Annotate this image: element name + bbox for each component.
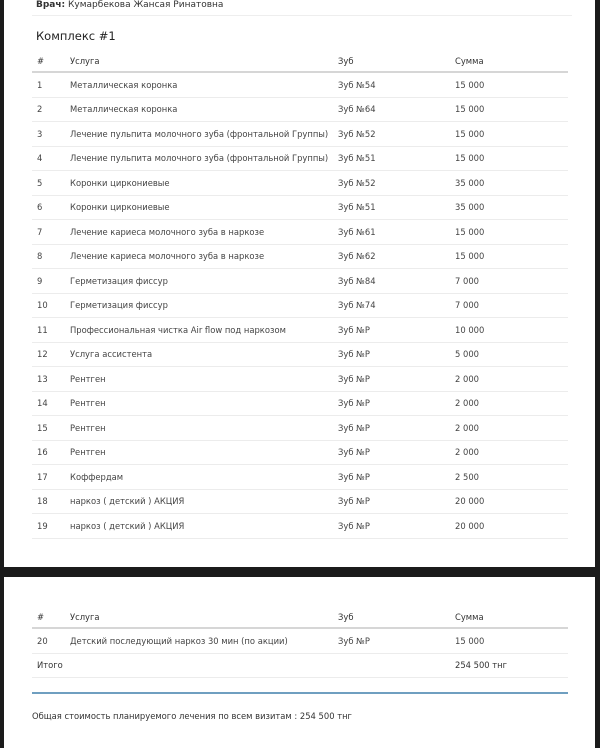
row-service: Детский последующий наркоз 30 мин (по акции) (65, 628, 333, 653)
doctor-label: Врач: (36, 0, 66, 10)
row-sum: 7 000 (450, 269, 568, 294)
row-tooth: Зуб №74 (333, 293, 450, 318)
row-sum: 35 000 (450, 171, 568, 196)
row-num: 10 (32, 293, 65, 318)
table-row (32, 146, 568, 171)
row-tooth: Зуб №Р (333, 465, 450, 490)
services-table-continued (32, 607, 568, 678)
header-service: Услуга (65, 607, 333, 628)
table-row (32, 171, 568, 196)
row-sum: 35 000 (450, 195, 568, 220)
row-num: 5 (32, 171, 65, 196)
table-row (32, 628, 568, 653)
header-tooth: Зуб (333, 51, 450, 72)
complex-title: Комплекс #1 (36, 29, 116, 43)
row-service: Лечение пульпита молочного зуба (фронтальной Группы) (65, 146, 333, 171)
row-sum: 15 000 (450, 146, 568, 171)
row-sum: 15 000 (450, 97, 568, 122)
row-service: Герметизация фиссур (65, 293, 333, 318)
row-sum: 20 000 (450, 514, 568, 539)
row-service: Металлическая коронка (65, 72, 333, 97)
row-num: 4 (32, 146, 65, 171)
total-row (32, 653, 568, 678)
row-num: 2 (32, 97, 65, 122)
row-sum: 2 000 (450, 367, 568, 392)
row-num: 6 (32, 195, 65, 220)
row-sum: 15 000 (450, 72, 568, 97)
row-tooth: Зуб №52 (333, 171, 450, 196)
row-sum: 2 500 (450, 465, 568, 490)
row-tooth: Зуб №Р (333, 342, 450, 367)
row-tooth: Зуб №52 (333, 122, 450, 147)
table-row (32, 318, 568, 343)
row-service: Услуга ассистента (65, 342, 333, 367)
row-service: Рентген (65, 391, 333, 416)
table-row (32, 342, 568, 367)
row-sum: 5 000 (450, 342, 568, 367)
row-tooth: Зуб №51 (333, 195, 450, 220)
row-sum: 10 000 (450, 318, 568, 343)
accent-divider (32, 692, 568, 694)
header-sum: Сумма (450, 607, 568, 628)
row-sum: 2 000 (450, 391, 568, 416)
header-service: Услуга (65, 51, 333, 72)
table-row (32, 72, 568, 97)
row-service: наркоз ( детский ) АКЦИЯ (65, 514, 333, 539)
header-sum: Сумма (450, 51, 568, 72)
row-service: Лечение кариеса молочного зуба в наркозе (65, 244, 333, 269)
row-tooth: Зуб №Р (333, 416, 450, 441)
doctor-name: Кумарбекова Жансая Ринатовна (68, 0, 224, 10)
grand-total-text: Общая стоимость планируемого лечения по всем визитам : 254 500 тнг (32, 711, 352, 721)
row-num: 11 (32, 318, 65, 343)
row-num: 14 (32, 391, 65, 416)
row-num: 8 (32, 244, 65, 269)
row-num: 9 (32, 269, 65, 294)
row-tooth: Зуб №Р (333, 628, 450, 653)
row-tooth: Зуб №Р (333, 391, 450, 416)
header-num: # (32, 51, 65, 72)
table-row (32, 97, 568, 122)
row-tooth: Зуб №54 (333, 72, 450, 97)
row-num: 7 (32, 220, 65, 245)
table-header-row (32, 607, 568, 628)
table-row (32, 220, 568, 245)
table-row (32, 293, 568, 318)
row-service: Коффердам (65, 465, 333, 490)
row-sum: 2 000 (450, 440, 568, 465)
row-tooth: Зуб №Р (333, 367, 450, 392)
table-row (32, 391, 568, 416)
row-num: 12 (32, 342, 65, 367)
row-num: 15 (32, 416, 65, 441)
table-row (32, 489, 568, 514)
row-sum: 20 000 (450, 489, 568, 514)
row-service: Лечение кариеса молочного зуба в наркозе (65, 220, 333, 245)
row-num: 3 (32, 122, 65, 147)
row-tooth: Зуб №51 (333, 146, 450, 171)
row-tooth: Зуб №61 (333, 220, 450, 245)
row-sum: 15 000 (450, 220, 568, 245)
table-row (32, 416, 568, 441)
row-num: 17 (32, 465, 65, 490)
header-num: # (32, 607, 65, 628)
row-service: Герметизация фиссур (65, 269, 333, 294)
row-service: Рентген (65, 367, 333, 392)
row-num: 13 (32, 367, 65, 392)
row-sum: 7 000 (450, 293, 568, 318)
row-num: 20 (32, 628, 65, 653)
row-sum: 15 000 (450, 122, 568, 147)
table-row (32, 195, 568, 220)
divider (32, 15, 572, 16)
row-service: Профессиональная чистка Air flow под наркозом (65, 318, 333, 343)
row-num: 18 (32, 489, 65, 514)
services-table (32, 51, 568, 539)
row-service: Металлическая коронка (65, 97, 333, 122)
row-tooth: Зуб №Р (333, 514, 450, 539)
table-row (32, 465, 568, 490)
row-tooth: Зуб №Р (333, 318, 450, 343)
table-row (32, 244, 568, 269)
row-tooth: Зуб №64 (333, 97, 450, 122)
row-service: Рентген (65, 416, 333, 441)
row-service: Рентген (65, 440, 333, 465)
row-tooth: Зуб №Р (333, 440, 450, 465)
table-row (32, 269, 568, 294)
total-value: 254 500 тнг (450, 653, 568, 678)
table-row (32, 367, 568, 392)
row-tooth: Зуб №62 (333, 244, 450, 269)
row-num: 16 (32, 440, 65, 465)
page-1 (4, 0, 595, 567)
row-tooth: Зуб №Р (333, 489, 450, 514)
total-label: Итого (32, 653, 65, 678)
row-num: 1 (32, 72, 65, 97)
row-service: наркоз ( детский ) АКЦИЯ (65, 489, 333, 514)
table-row (32, 440, 568, 465)
row-sum: 2 000 (450, 416, 568, 441)
row-service: Лечение пульпита молочного зуба (фронтальной Группы) (65, 122, 333, 147)
row-num: 19 (32, 514, 65, 539)
row-sum: 15 000 (450, 628, 568, 653)
header-tooth: Зуб (333, 607, 450, 628)
page-2 (4, 577, 595, 748)
row-sum: 15 000 (450, 244, 568, 269)
table-header-row (32, 51, 568, 72)
row-service: Коронки циркониевые (65, 171, 333, 196)
table-row (32, 514, 568, 539)
table-row (32, 122, 568, 147)
doctor-line (36, 0, 223, 11)
row-tooth: Зуб №84 (333, 269, 450, 294)
row-service: Коронки циркониевые (65, 195, 333, 220)
